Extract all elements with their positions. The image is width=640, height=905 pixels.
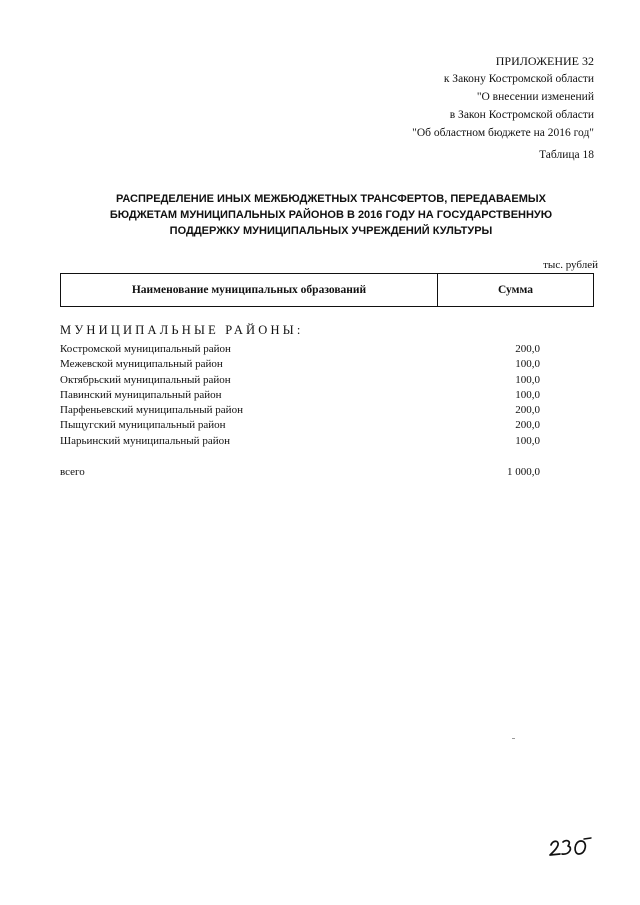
table-header [60, 273, 594, 307]
header-name-column: Наименование муниципальных образований [61, 274, 438, 306]
row-value: 200,0 [515, 419, 540, 432]
row-name: Октябрьский муниципальный район [60, 373, 231, 386]
table-row [60, 342, 540, 357]
appendix-line: ПРИЛОЖЕНИЕ 32 [495, 54, 594, 68]
appendix-line: к Закону Костромской области [443, 73, 594, 85]
row-value: 100,0 [515, 358, 540, 371]
document-title [40, 191, 622, 239]
appendix-line: "Об областном бюджете на 2016 год" [412, 127, 594, 139]
table-row [60, 434, 540, 449]
appendix-line: в Закон Костромской области [449, 109, 594, 121]
row-value: 200,0 [515, 343, 540, 355]
row-name: Межевской муниципальный район [60, 358, 223, 371]
table-body [60, 342, 540, 449]
row-name: Костромской муниципальный район [60, 343, 231, 355]
unit-label: тыс. рублей [543, 259, 598, 271]
total-row [60, 466, 540, 478]
total-label: всего [60, 466, 85, 478]
title-line: БЮДЖЕТАМ МУНИЦИПАЛЬНЫХ РАЙОНОВ В 2016 ГОДУ НА ГОСУДАРСТВЕННУЮ [109, 209, 553, 221]
appendix-line: "О внесении изменений [476, 91, 594, 103]
table-row [60, 357, 540, 372]
scan-speck [512, 738, 515, 739]
row-value: 100,0 [515, 373, 540, 386]
table-row [60, 388, 540, 403]
title-line: ПОДДЕРЖКУ МУНИЦИПАЛЬНЫХ УЧРЕЖДЕНИЙ КУЛЬТУРЫ [169, 225, 493, 237]
total-value: 1 000,0 [507, 466, 540, 478]
row-value: 100,0 [515, 434, 540, 447]
table-row [60, 418, 540, 433]
row-value: 200,0 [515, 404, 540, 417]
row-name: Парфеньевский муниципальный район [60, 404, 243, 417]
section-title: МУНИЦИПАЛЬНЫЕ РАЙОНЫ: [60, 323, 304, 337]
row-value: 100,0 [515, 388, 540, 401]
handwritten-page-number [548, 836, 594, 858]
row-name: Павинский муниципальный район [60, 388, 222, 401]
table-row [60, 403, 540, 418]
title-line: РАСПРЕДЕЛЕНИЕ ИНЫХ МЕЖБЮДЖЕТНЫХ ТРАНСФЕРТОВ, ПЕРЕДАВАЕМЫХ [116, 193, 546, 205]
header-sum-column: Сумма [498, 284, 533, 296]
row-name: Шарьинский муниципальный район [60, 434, 230, 447]
table-row [60, 373, 540, 388]
table-number: Таблица 18 [539, 149, 594, 161]
appendix-block [412, 52, 594, 142]
row-name: Пыщугский муниципальный район [60, 419, 226, 432]
